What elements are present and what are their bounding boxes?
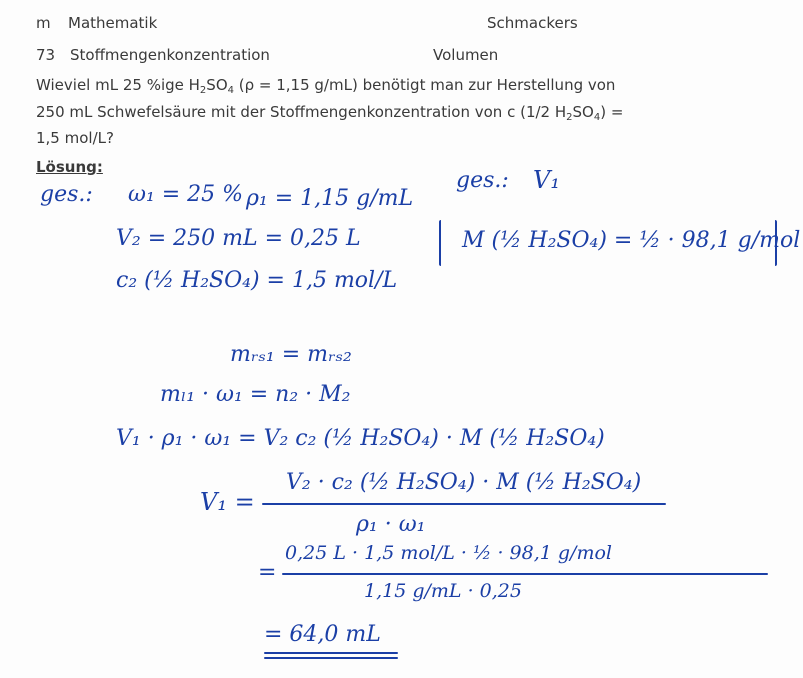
question-line-3: 1,5 mol/L? [36,129,114,147]
subject: Mathematik [68,14,158,32]
question-line-1: Wieviel mL 25 %ige $H_2SO_4$ (ρ = 1,15 g/mL) benötigt man zur Herstellung von [36,76,616,96]
given-c2: c₂ (½ H₂SO₄) = 1,5 mol/L [116,268,398,293]
equation-volume-relation: V₁ · ρ₁ · ω₁ = V₂ c₂ (½ H₂SO₄) · M (½ H₂SO₄) [116,426,605,451]
question-line-2: 250 mL Schwefelsäure mit der Stoffmengenkonzentration von c (1/2 $H_2SO_4$) = [36,103,624,123]
equation-mass-equality: mᵣₛ₁ = mᵣₛ₂ [230,342,352,367]
sought-label: ges.: [456,168,509,193]
v1-lhs: V₁ = [200,488,255,516]
given-v2: V₂ = 250 mL = 0,25 L [116,226,361,251]
sought-value: V₁ [533,166,560,194]
fraction2-bar [282,573,768,575]
author: Schmackers [487,14,578,32]
given-label: ges.: [40,182,93,207]
result-underline-1 [264,652,398,654]
result: = 64,0 mL [264,622,381,647]
given-rho1: ρ₁ = 1,15 g/mL [246,186,414,211]
solution-heading: Lösung: [36,158,103,176]
fraction1-denominator: ρ₁ · ω₁ [356,512,426,537]
fraction2-numerator: 0,25 L · 1,5 mol/L · ½ · 98,1 g/mol [285,542,612,564]
result-underline-2 [264,657,398,659]
exercise-number: 73 [36,46,56,64]
fraction1-bar [262,503,666,505]
subject-letter: m [36,14,51,32]
fraction1-numerator: V₂ · c₂ (½ H₂SO₄) · M (½ H₂SO₄) [286,470,642,495]
given-omega1: ω₁ = 25 % [128,182,244,207]
equation-mass-fraction: mₗ₁ · ω₁ = n₂ · M₂ [160,382,351,407]
fraction2-denominator: 1,15 g/mL · 0,25 [364,580,522,602]
exercise-topic: Stoffmengenkonzentration [70,46,270,64]
exercise-category: Volumen [433,46,499,64]
molar-mass: M (½ H₂SO₄) = ½ · 98,1 g/mol [462,228,801,253]
equals-sign: = [258,560,277,585]
